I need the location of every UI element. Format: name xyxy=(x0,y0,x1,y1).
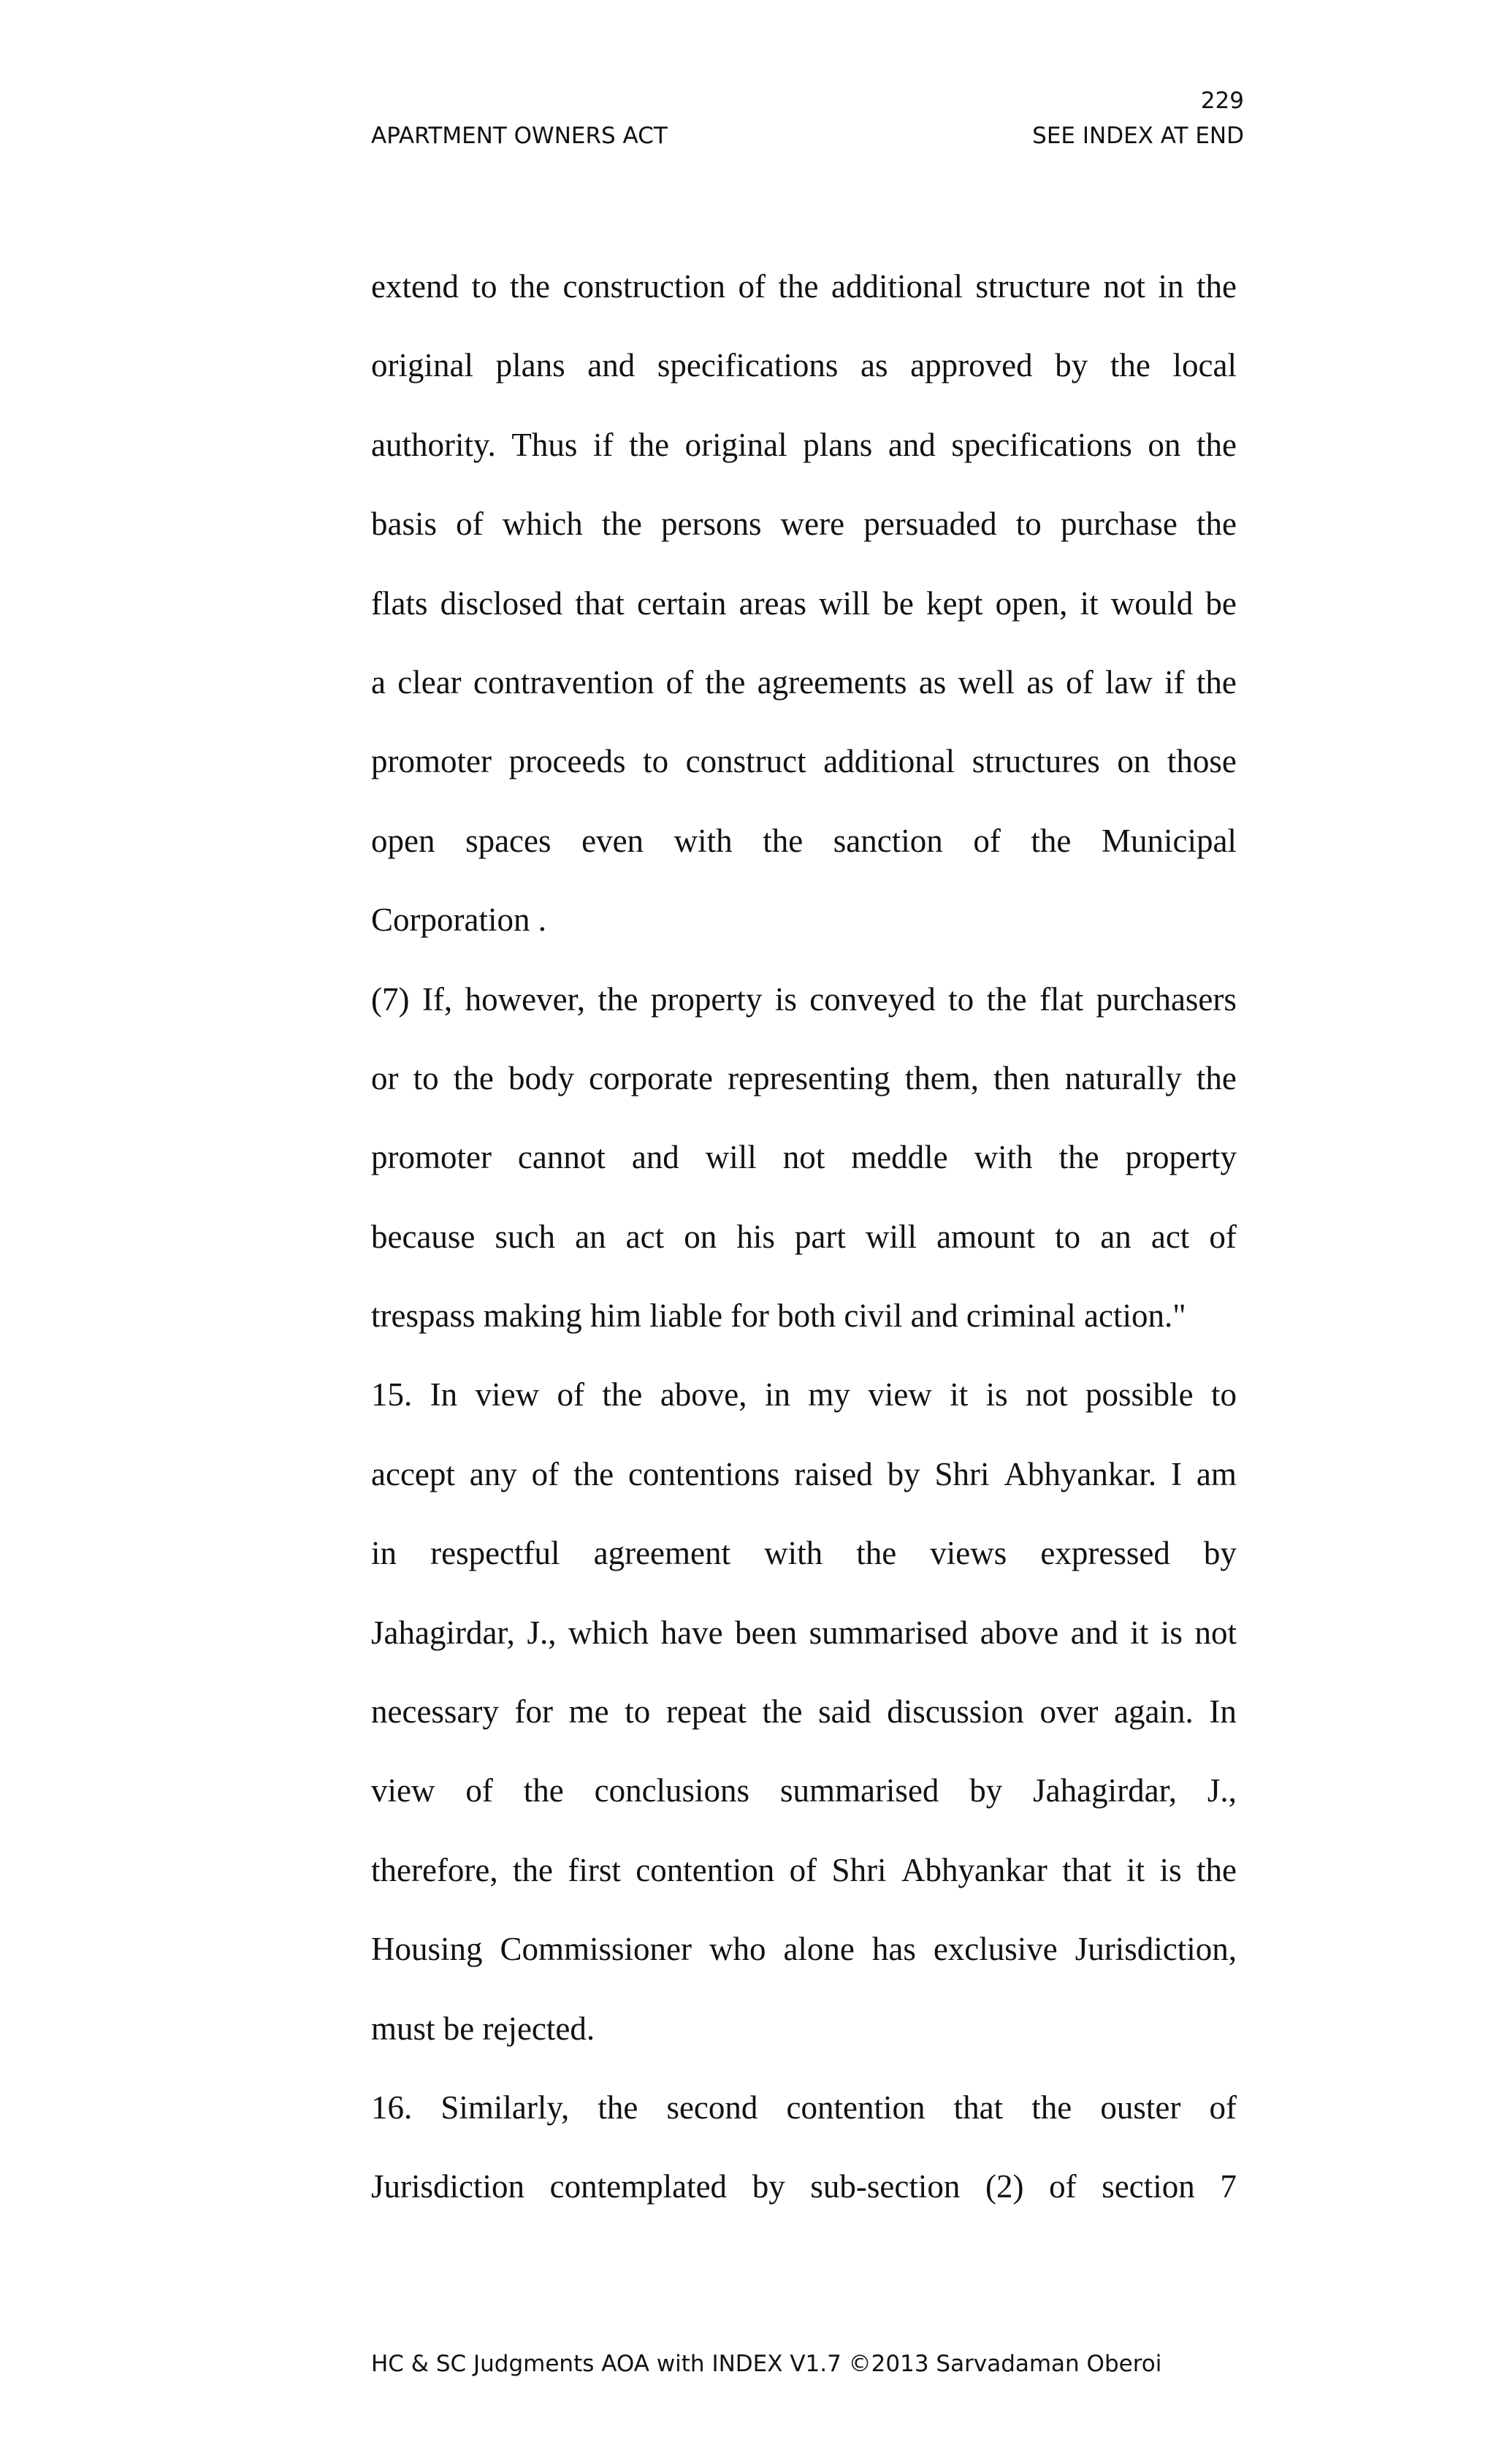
word: the xyxy=(1196,1851,1237,1888)
word: not xyxy=(1103,268,1145,305)
word: Jahagirdar, xyxy=(1033,1772,1178,1809)
word: specifications xyxy=(657,347,839,384)
word: structure xyxy=(975,268,1091,305)
text-line xyxy=(371,2147,1237,2226)
word: of xyxy=(973,822,1001,859)
word: proceeds xyxy=(508,743,626,780)
word: Thus xyxy=(511,426,578,463)
word: purchasers xyxy=(1096,980,1237,1018)
word: the xyxy=(573,1455,614,1492)
word: kept xyxy=(926,584,983,622)
word: if xyxy=(1164,663,1185,701)
word: accept xyxy=(371,1455,455,1492)
word: the xyxy=(856,1535,897,1572)
running-header-right: SEE INDEX AT END xyxy=(1032,123,1244,149)
word: his xyxy=(736,1218,775,1255)
word: of xyxy=(465,1772,493,1809)
word: contention xyxy=(636,1851,775,1888)
word: with xyxy=(974,1139,1033,1176)
text-line xyxy=(371,1672,1237,1751)
word: is xyxy=(985,1376,1008,1414)
word: in xyxy=(371,1535,397,1572)
word: law xyxy=(1104,663,1153,701)
word: possible xyxy=(1085,1376,1194,1414)
word: of xyxy=(557,1376,584,1414)
word: in xyxy=(1158,268,1184,305)
word: authority. xyxy=(371,426,496,463)
word: and xyxy=(888,426,936,463)
word: the xyxy=(1197,506,1237,543)
word: to xyxy=(643,743,669,780)
word: contentions xyxy=(627,1455,780,1492)
word: property xyxy=(1125,1139,1237,1176)
word: Abhyankar. xyxy=(1004,1455,1157,1492)
word: view xyxy=(371,1772,435,1809)
word: agreement xyxy=(593,1535,731,1572)
word: my xyxy=(808,1376,850,1414)
word: exclusive xyxy=(933,1931,1058,1968)
text-line: trespass making him liable for both civil and criminal action." xyxy=(371,1297,1186,1335)
text-line xyxy=(371,484,1237,563)
word: plans xyxy=(495,347,565,384)
word: as xyxy=(918,663,947,701)
text-line xyxy=(371,1197,1237,1276)
text-line xyxy=(371,326,1237,405)
word: were xyxy=(780,506,845,543)
word: it xyxy=(1126,1851,1145,1888)
word: that xyxy=(575,584,625,622)
word: the xyxy=(1196,1059,1237,1096)
word: of xyxy=(665,663,694,701)
word: of xyxy=(789,1851,817,1888)
word: construction xyxy=(562,268,725,305)
word: contemplated xyxy=(549,2168,728,2205)
word: specifications xyxy=(951,426,1132,463)
word: In xyxy=(430,1376,458,1414)
word: on xyxy=(1148,426,1181,463)
word: on xyxy=(1117,743,1150,780)
word: purchase xyxy=(1060,506,1178,543)
word: with xyxy=(673,822,733,859)
word: the xyxy=(1058,1139,1099,1176)
word: property xyxy=(650,980,763,1018)
text-line xyxy=(371,1751,1237,1830)
text-line xyxy=(371,1118,1237,1197)
word: because xyxy=(371,1218,476,1255)
word: Commissioner xyxy=(500,1931,692,1968)
word: the xyxy=(1031,2089,1072,2126)
word: flats xyxy=(371,584,428,622)
word: to xyxy=(948,980,974,1018)
word: with xyxy=(764,1535,823,1572)
word: the xyxy=(763,822,804,859)
word: to xyxy=(1055,1218,1081,1255)
word: summarised xyxy=(809,1614,969,1651)
word: to xyxy=(1015,506,1042,543)
word: body xyxy=(508,1059,574,1096)
text-line xyxy=(371,960,1237,1039)
word: is xyxy=(1160,1614,1183,1651)
word: naturally xyxy=(1064,1059,1182,1096)
word: the xyxy=(1196,268,1237,305)
word: will xyxy=(865,1218,917,1255)
word: me xyxy=(568,1693,609,1731)
word: will xyxy=(705,1139,757,1176)
word: disclosed xyxy=(440,584,563,622)
word: an xyxy=(575,1218,606,1255)
word: have xyxy=(660,1614,723,1651)
word: if xyxy=(592,426,614,463)
word: flat xyxy=(1039,980,1084,1018)
word: 15. xyxy=(371,1376,413,1414)
word: over xyxy=(1039,1693,1099,1731)
judgment-text xyxy=(371,247,1237,2227)
word: an xyxy=(1100,1218,1131,1255)
word: view xyxy=(868,1376,932,1414)
word: Housing xyxy=(371,1931,483,1968)
word: plans xyxy=(803,426,873,463)
word: of xyxy=(1066,663,1094,701)
text-line xyxy=(371,564,1237,643)
word: the xyxy=(705,663,746,701)
word: summarised xyxy=(779,1772,939,1809)
running-header-left: APARTMENT OWNERS ACT xyxy=(371,123,668,149)
text-line: Corporation . xyxy=(371,901,546,939)
word: as xyxy=(1026,663,1054,701)
text-line xyxy=(371,801,1237,880)
word: however, xyxy=(465,980,586,1018)
word: 16. xyxy=(371,2089,413,2126)
word: J., xyxy=(1207,1772,1237,1809)
word: said xyxy=(818,1693,871,1731)
word: a xyxy=(371,663,386,701)
page-footer: HC & SC Judgments AOA with INDEX V1.7 ©2013 Sarvadaman Oberoi xyxy=(371,2351,1162,2377)
word: additional xyxy=(823,743,955,780)
word: even xyxy=(581,822,644,859)
word: be xyxy=(1205,584,1237,622)
word: the xyxy=(510,268,550,305)
word: who xyxy=(709,1931,766,1968)
word: contravention xyxy=(473,663,654,701)
word: as xyxy=(860,347,888,384)
word: been xyxy=(735,1614,798,1651)
word: of xyxy=(531,1455,560,1492)
word: which xyxy=(568,1614,649,1651)
text-line xyxy=(371,2068,1237,2147)
text-line xyxy=(371,722,1237,801)
word: I xyxy=(1171,1455,1183,1492)
word: is xyxy=(1159,1851,1182,1888)
word: In xyxy=(1209,1693,1237,1731)
word: the xyxy=(523,1772,564,1809)
word: Similarly, xyxy=(440,2089,570,2126)
word: promoter xyxy=(371,1139,492,1176)
word: sanction xyxy=(833,822,943,859)
word: them, xyxy=(904,1059,979,1096)
word: that xyxy=(1062,1851,1112,1888)
word: representing xyxy=(728,1059,890,1096)
word: the xyxy=(1110,347,1150,384)
word: the xyxy=(629,426,670,463)
text-line xyxy=(371,1355,1237,1434)
word: Municipal xyxy=(1101,822,1237,859)
word: not xyxy=(1026,1376,1068,1414)
word: view xyxy=(475,1376,540,1414)
word: by xyxy=(752,2168,785,2205)
word: am xyxy=(1196,1455,1237,1492)
word: of xyxy=(1209,2089,1237,2126)
word: to xyxy=(413,1059,439,1096)
word: it xyxy=(1080,584,1099,622)
word: persons xyxy=(661,506,762,543)
word: Shri xyxy=(831,1851,887,1888)
word: by xyxy=(887,1455,920,1492)
word: open, xyxy=(995,584,1068,622)
word: be xyxy=(882,584,914,622)
word: Abhyankar xyxy=(901,1851,1047,1888)
word: areas xyxy=(739,584,806,622)
word: (7) xyxy=(371,980,410,1018)
word: to xyxy=(625,1693,651,1731)
word: it xyxy=(950,1376,969,1414)
word: structures xyxy=(972,743,1100,780)
word: 7 xyxy=(1220,2168,1237,2205)
word: agreements xyxy=(757,663,907,701)
word: extend xyxy=(371,268,459,305)
word: corporate xyxy=(589,1059,714,1096)
word: sub-section xyxy=(810,2168,961,2205)
word: section xyxy=(1102,2168,1195,2205)
word: would xyxy=(1110,584,1194,622)
word: spaces xyxy=(465,822,552,859)
word: promoter xyxy=(371,743,492,780)
word: clear xyxy=(397,663,462,701)
word: not xyxy=(1194,1614,1237,1651)
word: the xyxy=(598,2089,638,2126)
word: has xyxy=(871,1931,916,1968)
word: that xyxy=(953,2089,1004,2126)
word: and xyxy=(631,1139,679,1176)
word: Jurisdiction, xyxy=(1075,1931,1237,1968)
text-line xyxy=(371,1514,1237,1593)
text-line: must be rejected. xyxy=(371,2010,595,2047)
word: then xyxy=(993,1059,1050,1096)
word: act xyxy=(625,1218,665,1255)
word: by xyxy=(1055,347,1088,384)
word: alone xyxy=(783,1931,855,1968)
word: any xyxy=(469,1455,517,1492)
word: original xyxy=(684,426,787,463)
word: persuaded xyxy=(863,506,997,543)
text-line xyxy=(371,1593,1237,1672)
word: the xyxy=(778,268,819,305)
word: to xyxy=(1210,1376,1237,1414)
text-line xyxy=(371,1831,1237,1910)
word: conveyed xyxy=(809,980,936,1018)
word: original xyxy=(371,347,473,384)
word: the xyxy=(1196,663,1237,701)
word: part xyxy=(794,1218,846,1255)
word: act xyxy=(1150,1218,1190,1255)
word: Jurisdiction xyxy=(371,2168,524,2205)
word: amount xyxy=(936,1218,1036,1255)
word: ouster xyxy=(1100,2089,1181,2126)
word: therefore, xyxy=(371,1851,498,1888)
word: the xyxy=(453,1059,494,1096)
word: will xyxy=(819,584,871,622)
word: by xyxy=(969,1772,1003,1809)
word: above, xyxy=(660,1376,747,1414)
word: conclusions xyxy=(594,1772,750,1809)
word: second xyxy=(666,2089,758,2126)
word: repeat xyxy=(665,1693,747,1731)
page-number: 229 xyxy=(1200,88,1244,114)
word: or xyxy=(371,1059,399,1096)
word: local xyxy=(1172,347,1237,384)
word: of xyxy=(1209,1218,1237,1255)
word: by xyxy=(1203,1535,1237,1572)
word: expressed xyxy=(1040,1535,1170,1572)
word: cannot xyxy=(517,1139,606,1176)
word: is xyxy=(774,980,797,1018)
text-line xyxy=(371,1435,1237,1514)
word: meddle xyxy=(851,1139,948,1176)
word: Shri xyxy=(934,1455,990,1492)
word: such xyxy=(495,1218,555,1255)
text-line xyxy=(371,405,1237,484)
word: open xyxy=(371,822,435,859)
word: respectful xyxy=(430,1535,560,1572)
word: the xyxy=(762,1693,803,1731)
word: the xyxy=(1197,426,1237,463)
text-line xyxy=(371,1910,1237,1988)
word: the xyxy=(1031,822,1072,859)
word: which xyxy=(502,506,583,543)
word: and xyxy=(587,347,636,384)
word: If, xyxy=(421,980,453,1018)
word: views xyxy=(930,1535,1007,1572)
word: additional xyxy=(831,268,963,305)
word: well xyxy=(958,663,1015,701)
word: raised xyxy=(794,1455,873,1492)
word: first xyxy=(568,1851,621,1888)
word: discussion xyxy=(887,1693,1024,1731)
text-line xyxy=(371,643,1237,722)
text-line xyxy=(371,1039,1237,1118)
word: basis xyxy=(371,506,437,543)
word: again. xyxy=(1114,1693,1194,1731)
word: on xyxy=(684,1218,717,1255)
word: the xyxy=(986,980,1027,1018)
word: for xyxy=(514,1693,554,1731)
word: above xyxy=(980,1614,1059,1651)
word: and xyxy=(1070,1614,1118,1651)
word: J., xyxy=(527,1614,557,1651)
word: (2) xyxy=(985,2168,1024,2205)
word: of xyxy=(1049,2168,1077,2205)
word: it xyxy=(1130,1614,1149,1651)
word: those xyxy=(1167,743,1237,780)
word: to xyxy=(471,268,497,305)
word: Jahagirdar, xyxy=(371,1614,515,1651)
word: construct xyxy=(685,743,806,780)
word: approved xyxy=(910,347,1033,384)
word: in xyxy=(764,1376,790,1414)
word: the xyxy=(601,506,642,543)
word: necessary xyxy=(371,1693,499,1731)
word: certain xyxy=(636,584,727,622)
word: the xyxy=(598,980,638,1018)
word: the xyxy=(513,1851,554,1888)
word: not xyxy=(782,1139,825,1176)
text-line xyxy=(371,247,1237,326)
word: the xyxy=(602,1376,643,1414)
word: contention xyxy=(786,2089,926,2126)
word: of xyxy=(456,506,484,543)
word: of xyxy=(738,268,766,305)
